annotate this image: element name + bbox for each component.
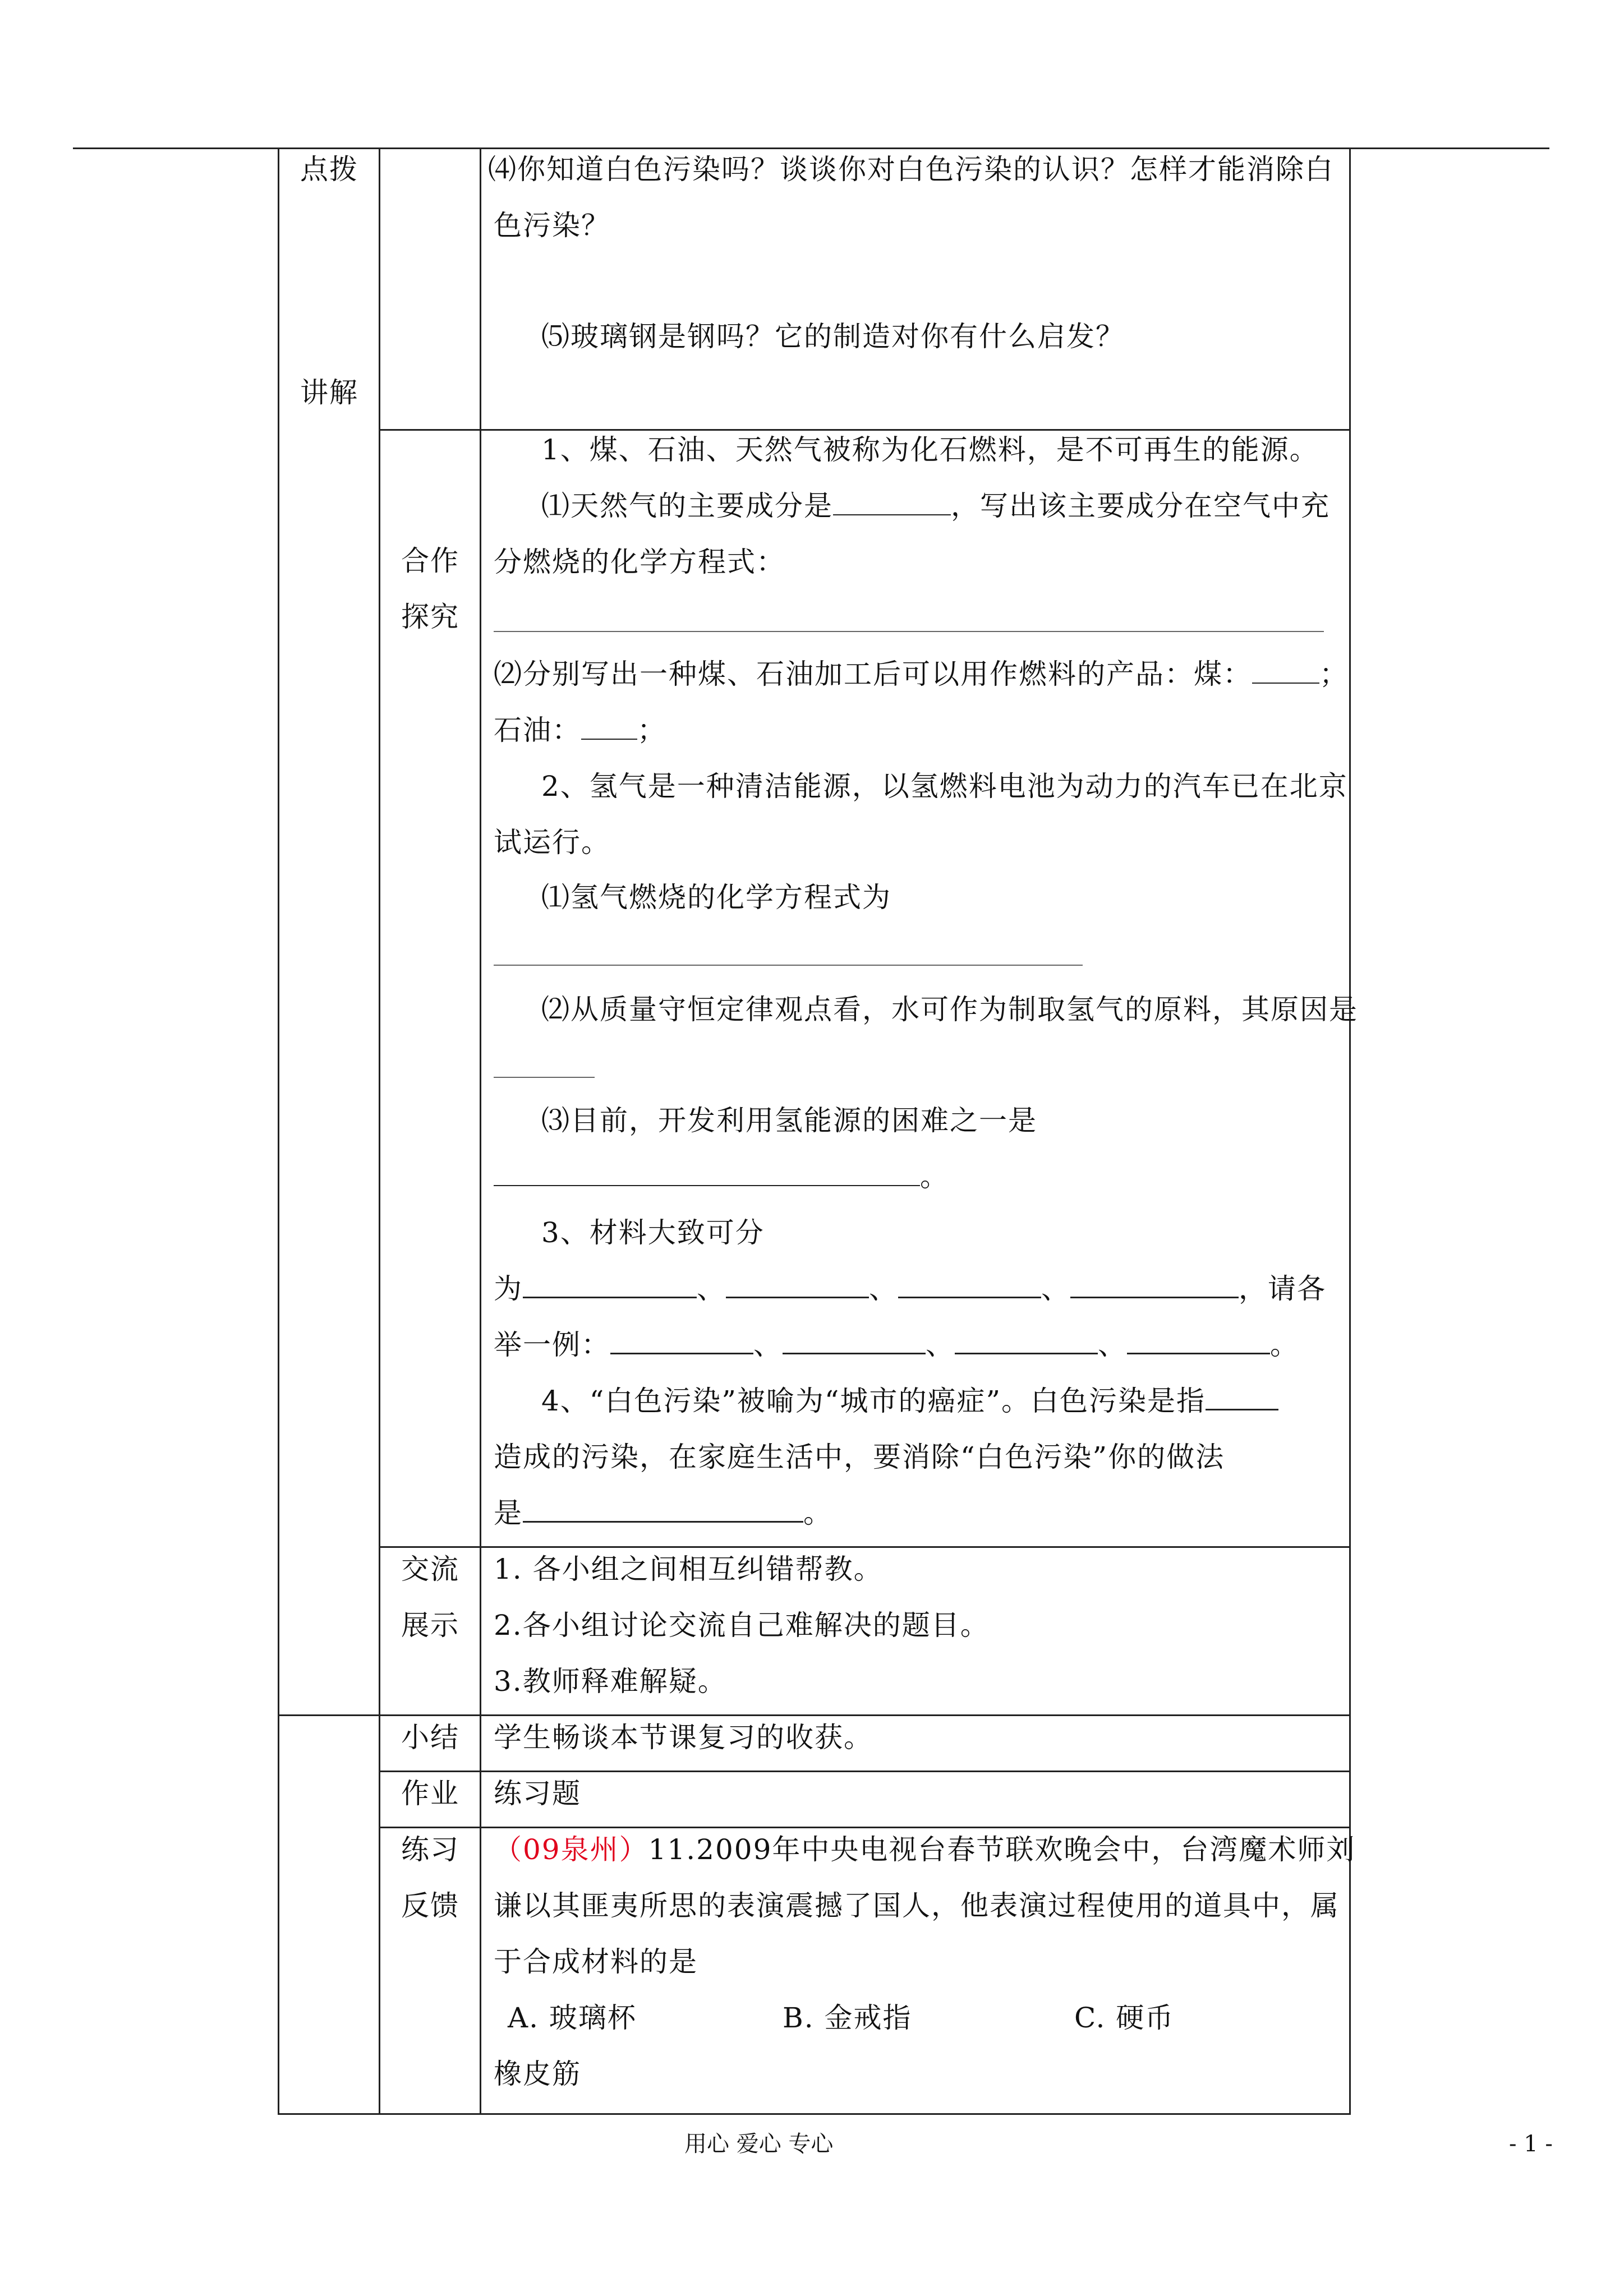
- blank-white-pollution: [1206, 1384, 1278, 1410]
- blank-example-4: [1127, 1328, 1270, 1354]
- summary-text: 学生畅谈本节课复习的收获。: [494, 1721, 873, 1754]
- option-c: C. 硬币: [1074, 2002, 1175, 2034]
- label-jiangjie: 讲解: [300, 376, 358, 409]
- question-text-1: 11.2009年中央电视台春节联欢晚会中，台湾魔术师刘: [648, 1833, 1356, 1866]
- p1-2: [494, 657, 1349, 691]
- p1-1a: ⑴天然气的主要成分是: [541, 490, 833, 522]
- label-hezuo: 合作: [401, 545, 459, 577]
- table-border-left: [278, 147, 279, 2113]
- blank-material-4: [1070, 1272, 1239, 1298]
- blank-practice: [523, 1496, 803, 1523]
- header-rule: [73, 147, 1549, 149]
- sep: 、: [697, 1273, 726, 1305]
- p3e: 。: [1270, 1329, 1299, 1361]
- p1: 1、煤、石油、天然气被称为化石燃料，是不可再生的能源。: [541, 434, 1319, 466]
- p2-1: ⑴氢气燃烧的化学方程式为: [541, 881, 891, 914]
- sep: 、: [1098, 1329, 1127, 1361]
- p4-answer: [494, 1496, 832, 1530]
- question-line2: 谦以其匪夷所思的表演震撼了国人，他表演过程使用的道具中，属: [494, 1889, 1340, 1922]
- blank-example-3: [955, 1328, 1098, 1354]
- blank-material-2: [726, 1272, 869, 1298]
- blank-material-3: [898, 1272, 1041, 1298]
- blank-main-component: [833, 490, 951, 515]
- p4b: 造成的污染，在家庭生活中，要消除“白色污染”你的做法: [494, 1441, 1225, 1473]
- option-a: A. 玻璃杯: [508, 2002, 637, 2034]
- row-line-3: [278, 1714, 1351, 1716]
- sep: 、: [1041, 1273, 1070, 1305]
- p3c: ，请各: [1239, 1273, 1326, 1305]
- blank-material-1: [523, 1272, 697, 1298]
- p1-2b: ；: [1319, 658, 1349, 690]
- label-dianbo: 点拨: [300, 153, 358, 186]
- question-source: （09泉州）: [494, 1833, 648, 1866]
- blank-difficulty: [494, 1160, 920, 1186]
- p1-2c: 石油：: [494, 714, 581, 746]
- q5: ⑸玻璃钢是钢吗？它的制造对你有什么启发？: [541, 320, 1125, 353]
- label-jiaoliu: 交流: [401, 1553, 459, 1585]
- blank-equation-1: [494, 631, 1324, 632]
- p4c: 是: [494, 1497, 523, 1529]
- label-zhanshi: 展示: [401, 1609, 459, 1642]
- p1-2-oil: [494, 713, 666, 747]
- question-line1: [494, 1833, 1355, 1866]
- p2-3-end: 。: [920, 1160, 949, 1193]
- label-fankui: 反馈: [401, 1889, 459, 1922]
- label-summary: 小结: [401, 1721, 459, 1754]
- p1-1: [541, 489, 1330, 523]
- option-b: B. 金戒指: [783, 2002, 912, 2034]
- blank-example-1: [610, 1328, 753, 1354]
- p3d: 举一例：: [494, 1329, 610, 1361]
- p2-3-answer: [494, 1160, 949, 1193]
- label-tanjiu: 探究: [401, 601, 459, 633]
- row-line-5: [379, 1827, 1351, 1828]
- exchange-item-1: 1. 各小组之间相互纠错帮教。: [494, 1553, 883, 1585]
- p3-categories: [494, 1272, 1326, 1306]
- blank-coal: [1252, 658, 1319, 684]
- table-border-right: [1349, 147, 1351, 2113]
- blank-reason: [494, 1077, 595, 1078]
- p2a: 2、氢气是一种清洁能源，以氢燃料电池为动力的汽车已在北京: [541, 770, 1348, 803]
- blank-oil: [581, 714, 637, 740]
- sep: 、: [926, 1329, 955, 1361]
- table-divider-1: [379, 147, 380, 2113]
- sep: 、: [869, 1273, 898, 1305]
- q4-line2: 色污染？: [494, 209, 610, 242]
- p1-2a: ⑵分别写出一种煤、石油加工后可以用作燃料的产品：煤：: [494, 658, 1252, 690]
- p2-3: ⑶目前，开发利用氢能源的困难之一是: [541, 1104, 1037, 1137]
- p4d: 。: [803, 1497, 832, 1529]
- option-d: 橡皮筋: [494, 2058, 581, 2090]
- row-line-2: [379, 1546, 1351, 1548]
- blank-example-2: [783, 1328, 926, 1354]
- p4: [541, 1384, 1278, 1418]
- row-line-1: [379, 429, 1351, 431]
- p2b: 试运行。: [494, 826, 610, 859]
- p3b: 为: [494, 1273, 523, 1305]
- p2-2: ⑵从质量守恒定律观点看，水可作为制取氢气的原料，其原因是: [541, 993, 1358, 1026]
- p3a: 3、材料大致可分: [541, 1216, 765, 1249]
- page-number: - 1 -: [1509, 2131, 1553, 2157]
- p3-examples: [494, 1328, 1299, 1362]
- homework-text: 练习题: [494, 1777, 581, 1810]
- row-line-4: [379, 1771, 1351, 1772]
- question-line3: 于合成材料的是: [494, 1945, 698, 1978]
- p1-1b: ，写出该主要成分在空气中充: [951, 490, 1330, 522]
- p4a: 4、“白色污染”被喻为“城市的癌症”。白色污染是指: [541, 1385, 1206, 1417]
- footer-motto: 用心 爱心 专心: [684, 2131, 834, 2157]
- blank-equation-2: [494, 965, 1083, 966]
- exchange-item-2: 2.各小组讨论交流自己难解决的题目。: [494, 1609, 990, 1642]
- exchange-item-3: 3.教师释难解疑。: [494, 1665, 727, 1698]
- p1-1c: 分燃烧的化学方程式：: [494, 546, 785, 578]
- label-homework: 作业: [401, 1777, 459, 1810]
- q4-line1: ⑷你知道白色污染吗？谈谈你对白色污染的认识？怎样才能消除白: [488, 153, 1334, 186]
- label-lianxi: 练习: [401, 1833, 459, 1866]
- table-border-bottom: [278, 2113, 1351, 2115]
- sep: 、: [753, 1329, 783, 1361]
- table-divider-2: [480, 147, 481, 2113]
- p1-2d: ；: [637, 714, 666, 746]
